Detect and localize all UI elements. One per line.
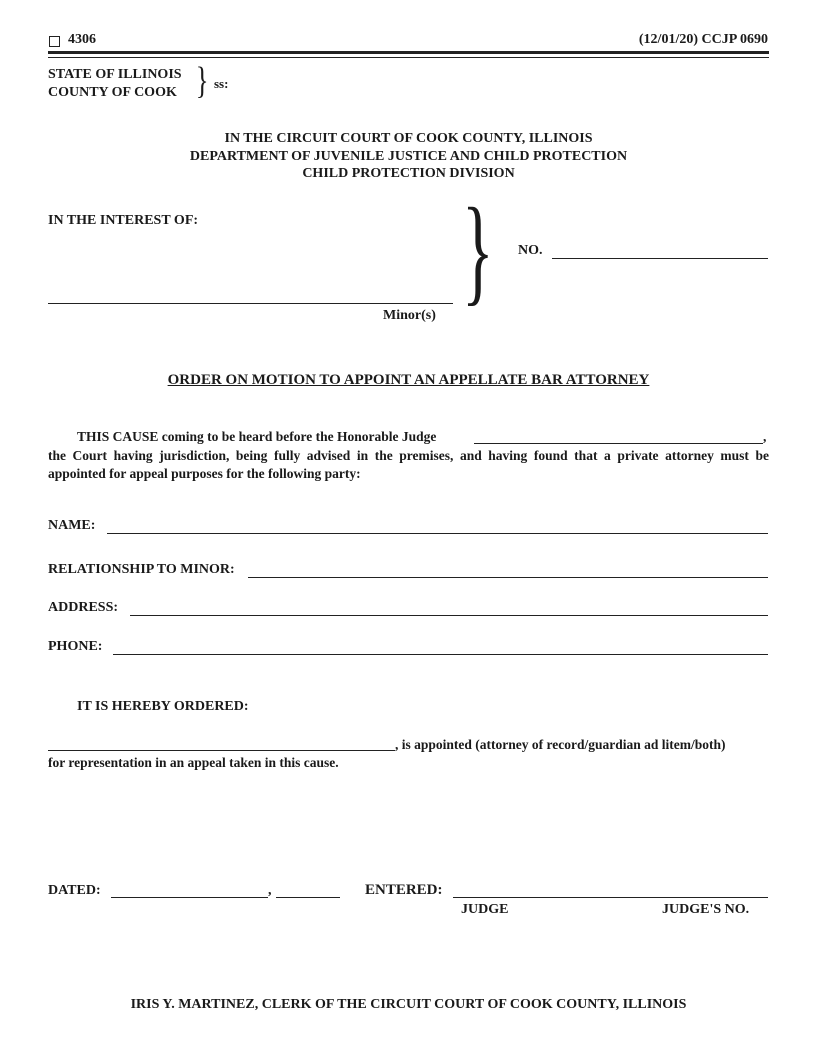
case-no-label: NO. — [518, 243, 543, 258]
appointed-text: , is appointed (attorney of record/guardian ad litem/both) — [395, 737, 726, 752]
minors-label: Minor(s) — [383, 308, 436, 323]
minor-name-field[interactable] — [48, 303, 453, 304]
representation-text: for representation in an appeal taken in this cause. — [48, 755, 339, 770]
phone-label: PHONE: — [48, 639, 103, 654]
judge-no-label: JUDGE'S NO. — [662, 902, 750, 917]
interest-of-label: IN THE INTEREST OF: — [48, 213, 199, 228]
venue-county: COUNTY OF COOK — [48, 85, 177, 100]
address-field[interactable] — [130, 615, 768, 616]
dated-label: DATED: — [48, 883, 101, 898]
form-checkbox[interactable] — [49, 36, 60, 47]
judge-signature-field[interactable] — [453, 897, 768, 898]
case-number-field[interactable] — [552, 258, 768, 259]
intro-comma: , — [763, 429, 767, 444]
attorney-name-field[interactable] — [48, 750, 395, 751]
header-rule-thick — [48, 51, 769, 54]
court-line-1: IN THE CIRCUIT COURT OF COOK COUNTY, ILLINOIS — [224, 131, 593, 146]
venue-state: STATE OF ILLINOIS — [48, 67, 182, 82]
court-line-3: CHILD PROTECTION DIVISION — [302, 166, 515, 181]
court-line-2: DEPARTMENT OF JUVENILE JUSTICE AND CHILD PROTECTION — [189, 149, 628, 164]
caption-brace: } — [462, 183, 494, 316]
judge-label: JUDGE — [461, 902, 509, 917]
phone-field[interactable] — [113, 654, 768, 655]
clerk-footer: IRIS Y. MARTINEZ, CLERK OF THE CIRCUIT COURT OF COOK COUNTY, ILLINOIS — [130, 997, 687, 1012]
venue-ss: ss: — [214, 76, 229, 91]
order-title: ORDER ON MOTION TO APPOINT AN APPELLATE BAR ATTORNEY — [167, 372, 650, 388]
header-rule-thin — [48, 57, 769, 58]
relationship-label: RELATIONSHIP TO MINOR: — [48, 562, 235, 577]
ordered-heading: IT IS HEREBY ORDERED: — [77, 699, 249, 714]
venue-brace: } — [195, 60, 209, 102]
name-label: NAME: — [48, 518, 96, 533]
intro-start: THIS CAUSE coming to be heard before the Honorable Judge — [77, 429, 437, 444]
form-number: 4306 — [68, 32, 96, 47]
year-field[interactable] — [276, 897, 340, 898]
name-field[interactable] — [107, 533, 768, 534]
intro-rest: the Court having jurisdiction, being fully advised in the premises, and having found that a private attorney must be appointed for appeal purposes for the following party: — [48, 448, 769, 481]
address-label: ADDRESS: — [48, 600, 119, 615]
relationship-field[interactable] — [248, 577, 768, 578]
date-comma: , — [268, 883, 272, 898]
form-code: (12/01/20) CCJP 0690 — [638, 32, 768, 47]
judge-name-field[interactable] — [474, 443, 763, 444]
date-field[interactable] — [111, 897, 268, 898]
entered-label: ENTERED: — [365, 882, 443, 898]
